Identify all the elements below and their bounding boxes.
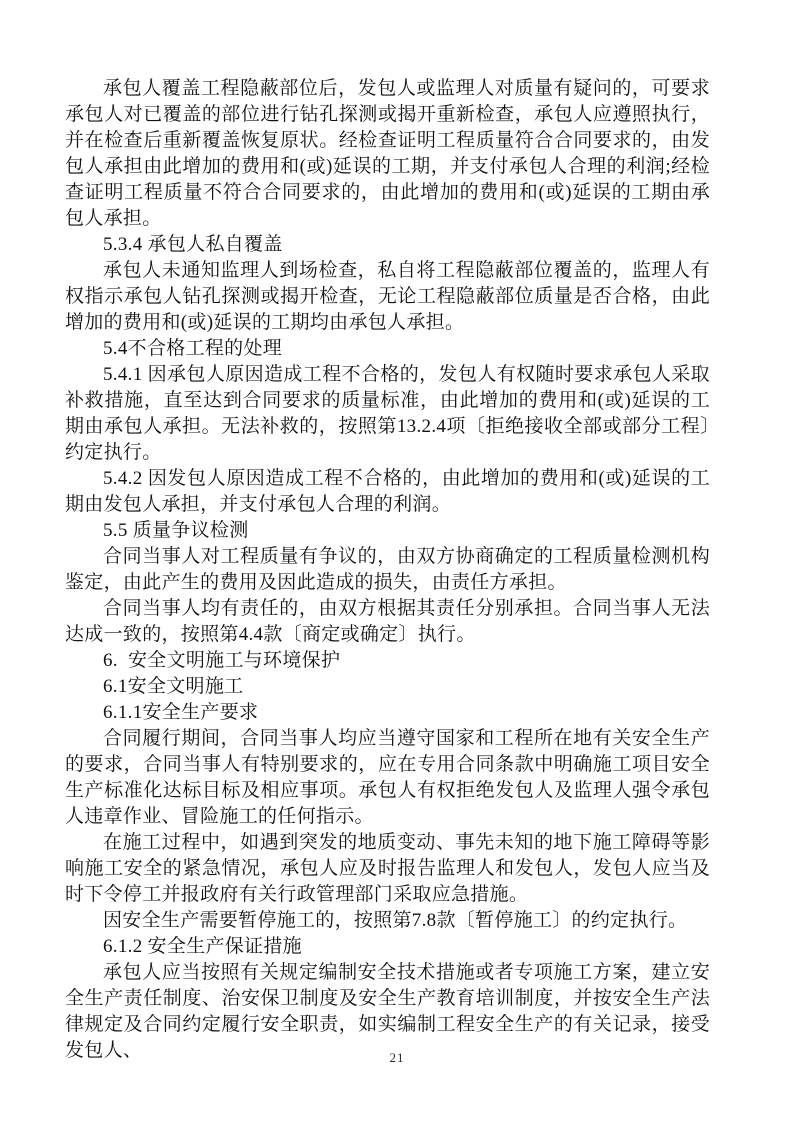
paragraph: 5.4.2 因发包人原因造成工程不合格的，由此增加的费用和(或)延误的工期由发包人承担，并支付承包人合理的利润。 [65,468,710,515]
paragraph: 承包人未通知监理人到场检查，私自将工程隐蔽部位覆盖的，监理人有权指示承包人钻孔探测或揭开检查，无论工程隐蔽部位质量是否合格，由此增加的费用和(或)延误的工期均由承包人承担。 [65,260,710,333]
paragraph: 合同当事人均有责任的，由双方根据其责任分别承担。合同当事人无法达成一致的，按照第4.4款〔商定或确定〕执行。 [65,598,710,645]
section-heading: 6.1安全文明施工 [103,676,244,697]
paragraph: 5.4.1 因承包人原因造成工程不合格的，发包人有权随时要求承包人采取补救措施，直至达到合同要求的质量标准，由此增加的费用和(或)延误的工期由承包人承担。无法补救的，按照第13.2.4项〔拒绝接收全部或部分工程〕约定执行。 [65,364,710,463]
section-heading: 5.4不合格工程的处理 [103,338,283,359]
paragraph: 合同当事人对工程质量有争议的，由双方协商确定的工程质量检测机构鉴定，由此产生的费用及因此造成的损失，由责任方承担。 [65,546,710,593]
section-heading: 5.5 质量争议检测 [103,520,249,541]
section-heading: 6. 安全文明施工与环境保护 [103,650,341,671]
section-heading: 5.3.4 承包人私自覆盖 [103,234,283,255]
paragraph: 承包人应当按照有关规定编制安全技术措施或者专项施工方案，建立安全生产责任制度、治安保卫制度及安全生产教育培训制度，并按安全生产法律规定及合同约定履行安全职责，如实编制工程安全生产的有关记录，接受发包人、 [65,962,710,1061]
paragraph: 因安全生产需要暂停施工的，按照第7.8款〔暂停施工〕的约定执行。 [103,910,688,931]
document-body [65,76,710,1064]
section-heading: 6.1.1安全生产要求 [103,702,259,723]
paragraph: 在施工过程中，如遇到突发的地质变动、事先未知的地下施工障碍等影响施工安全的紧急情况，承包人应及时报告监理人和发包人，发包人应当及时下令停工并报政府有关行政管理部门采取应急措施。 [65,832,710,905]
page-number: 21 [389,1050,405,1065]
paragraph: 合同履行期间，合同当事人均应当遵守国家和工程所在地有关安全生产的要求，合同当事人有特别要求的，应在专用合同条款中明确施工项目安全生产标准化达标目标及相应事项。承包人有权拒绝发包人及监理人强令承包人违章作业、冒险施工的任何指示。 [65,728,710,827]
paragraph: 承包人覆盖工程隐蔽部位后，发包人或监理人对质量有疑问的，可要求承包人对已覆盖的部位进行钻孔探测或揭开重新检查，承包人应遵照执行，并在检查后重新覆盖恢复原状。经检查证明工程质量符合合同要求的，由发包人承担由此增加的费用和(或)延误的工期，并支付承包人合理的利润;经检查证明工程质量不符合合同要求的，由此增加的费用和(或)延误的工期由承包人承担。 [65,78,710,229]
section-heading: 6.1.2 安全生产保证措施 [103,936,302,957]
